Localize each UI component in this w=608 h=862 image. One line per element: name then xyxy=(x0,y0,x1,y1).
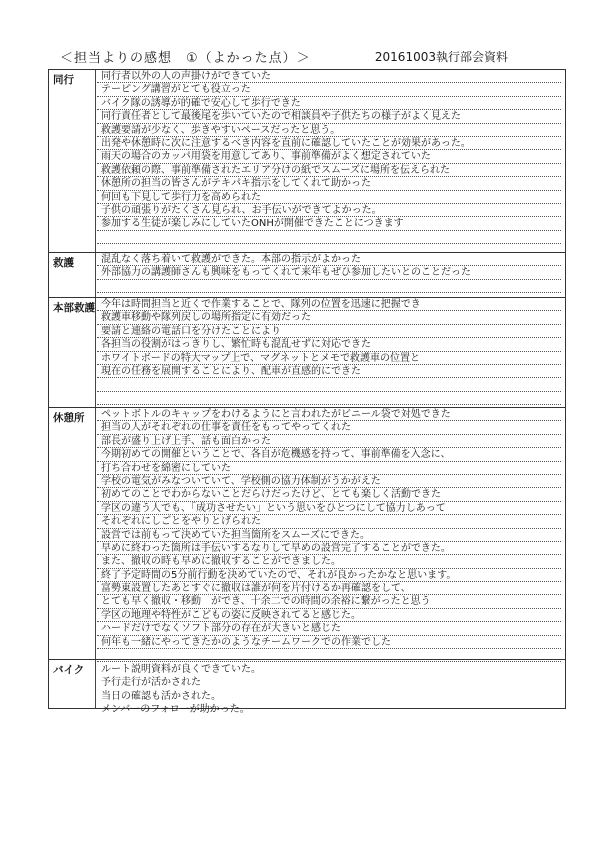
list-item: 雨天の場合のカッパ用袋を用意してあり、事前準備がよく想定されていた xyxy=(97,150,561,163)
list-item: 担当の人がそれぞれの仕事を責任をもってやってくれた xyxy=(97,421,561,434)
list-item: 学区の違う人でも、「成功させたい」という思いをひとつにして協力しあって xyxy=(97,502,561,515)
column-divider xyxy=(95,408,96,659)
column-divider xyxy=(95,660,96,708)
list-item: ホワイトボードの特大マップ上で、マグネットとメモで救護車の位置と xyxy=(97,352,561,365)
list-item: 部長が盛り上げ上手、話も面白かった xyxy=(97,435,561,448)
list-item: 混乱なく落ち着いて救護ができた。本部の指示がよかった xyxy=(97,253,561,266)
section-label: 同行 xyxy=(53,74,74,86)
section-honbu-kyugo xyxy=(49,298,565,408)
list-item: ハードだけでなくソフト部分の存在が大きいと感じた xyxy=(97,622,561,635)
document-reference: 20161003執行部会資料 xyxy=(374,50,508,64)
list-item: また、撤収の時も早めに撤収することができました。 xyxy=(97,555,561,568)
list-item: 同行責任者として最後尾を歩いていたので相談員や子供たちの様子がよく見えた xyxy=(97,110,561,123)
section-label: 本部救護 xyxy=(53,302,95,314)
list-item: 学校の電気がみなついていて、学校側の協力体制がうかがえた xyxy=(97,475,561,488)
list-item: 何回も下見して歩行力を高められた xyxy=(97,191,561,204)
list-item: 要請と連絡の電話口を分けたことにより xyxy=(97,325,561,338)
page-title: ＜担当よりの感想 ①（よかった点）＞ xyxy=(60,51,311,66)
list-item xyxy=(97,378,561,391)
list-item: ルート説明資料が良くできていた。 xyxy=(101,664,261,675)
section-bike xyxy=(49,660,565,716)
list-item: それぞれにしごとをやりとげられた xyxy=(97,515,561,528)
list-item: 今年は時間担当と近くで作業することで、隊列の位置を迅速に把握でき xyxy=(97,298,561,311)
section-lines xyxy=(97,253,561,293)
column-divider xyxy=(95,253,96,297)
list-item: 子供の頑張りがたくさん見られ、お手伝いができてよかった。 xyxy=(97,204,561,217)
list-item: とても早く撤収・移動 ができ、十余二での時間の余裕に繋がったと思う xyxy=(97,595,561,608)
section-label: 救護 xyxy=(53,257,74,269)
list-item: 同行者以外の人の声掛けができていた xyxy=(97,70,561,83)
list-item: 何年も一緒にやってきたかのようなチームワークでの作業でした xyxy=(97,636,561,649)
document-header xyxy=(60,47,568,67)
list-item: 終了予定時間の5分前行動を決めていたので、それが良かったかなと思います。 xyxy=(97,569,561,582)
column-divider xyxy=(95,70,96,252)
list-item: 現在の任務を展開することにより、配車が直感的にできた xyxy=(97,365,561,378)
list-item: 救護依頼の際、事前準備されたエリア分けの紙でスムーズに場所を伝えられた xyxy=(97,164,561,177)
list-item xyxy=(97,392,561,405)
list-item: 設営では前もって決めていた担当箇所をスムーズにできた。 xyxy=(97,529,561,542)
list-item: 救護要請が少なく、歩きやすいペースだったと思う。 xyxy=(97,124,561,137)
list-item: 富勢東設置したあとすぐに撤収は誰が何を片付けるか再確認をして、 xyxy=(97,582,561,595)
list-item xyxy=(97,231,561,244)
section-lines xyxy=(97,298,561,405)
list-item: 当日の確認も活かされた。 xyxy=(101,690,221,702)
list-item: 今期初めての開催ということで、各自が危機感を持って、事前準備を入念に、 xyxy=(97,448,561,461)
list-item: バイク隊の誘導が的確で安心して歩行できた xyxy=(97,97,561,110)
list-item: 救護車移動や隊列戻しの場所指定に有効だった xyxy=(97,311,561,324)
section-lines xyxy=(97,663,561,717)
section-doukou xyxy=(49,70,565,253)
list-item xyxy=(97,280,561,293)
list-item: 初めてのことでわからないことだらけだったけど、とても楽しく活動できた xyxy=(97,488,561,501)
list-item: 各担当の役割がはっきりし、繁忙時も混乱せずに対応できた xyxy=(97,338,561,351)
list-item: 外部協力の講護師さんも興味をもってくれて来年もぜひ参加したいとのことだった xyxy=(97,266,561,279)
list-item: 出発や休憩時に次に注意するべき内容を直前に確認していたことが効果があった。 xyxy=(97,137,561,150)
list-item: テーピング講習がとても役立った xyxy=(97,83,561,96)
section-kyukeijo xyxy=(49,408,565,660)
list-item: ペットボトルのキャップをわけるようにと言われたがビニール袋で対処できた xyxy=(97,408,561,421)
section-kyugo xyxy=(49,253,565,298)
section-label: 休憩所 xyxy=(53,412,85,424)
section-lines xyxy=(97,408,561,662)
list-item: 打ち合わせを綿密にしていた xyxy=(97,462,561,475)
list-item: 学区の地理や特性がこどもの姿に反映されてると感じた。 xyxy=(97,609,561,622)
list-item: 予行走行が活かされた xyxy=(101,677,201,689)
feedback-table xyxy=(48,69,566,716)
section-lines xyxy=(97,70,561,244)
section-label: バイク xyxy=(53,664,85,676)
list-item: 参加する生徒が楽しみにしていたONHが開催できたことにつきます xyxy=(97,217,561,230)
list-item: 早めに終わった箇所は手伝いするなりして早めの設営完了することができた。 xyxy=(97,542,561,555)
list-item: メンバーのフォローが助かった。 xyxy=(101,704,250,716)
column-divider xyxy=(95,298,96,407)
list-item: 休憩所の担当の皆さんがテキパキ指示をしてくれて助かった xyxy=(97,177,561,190)
